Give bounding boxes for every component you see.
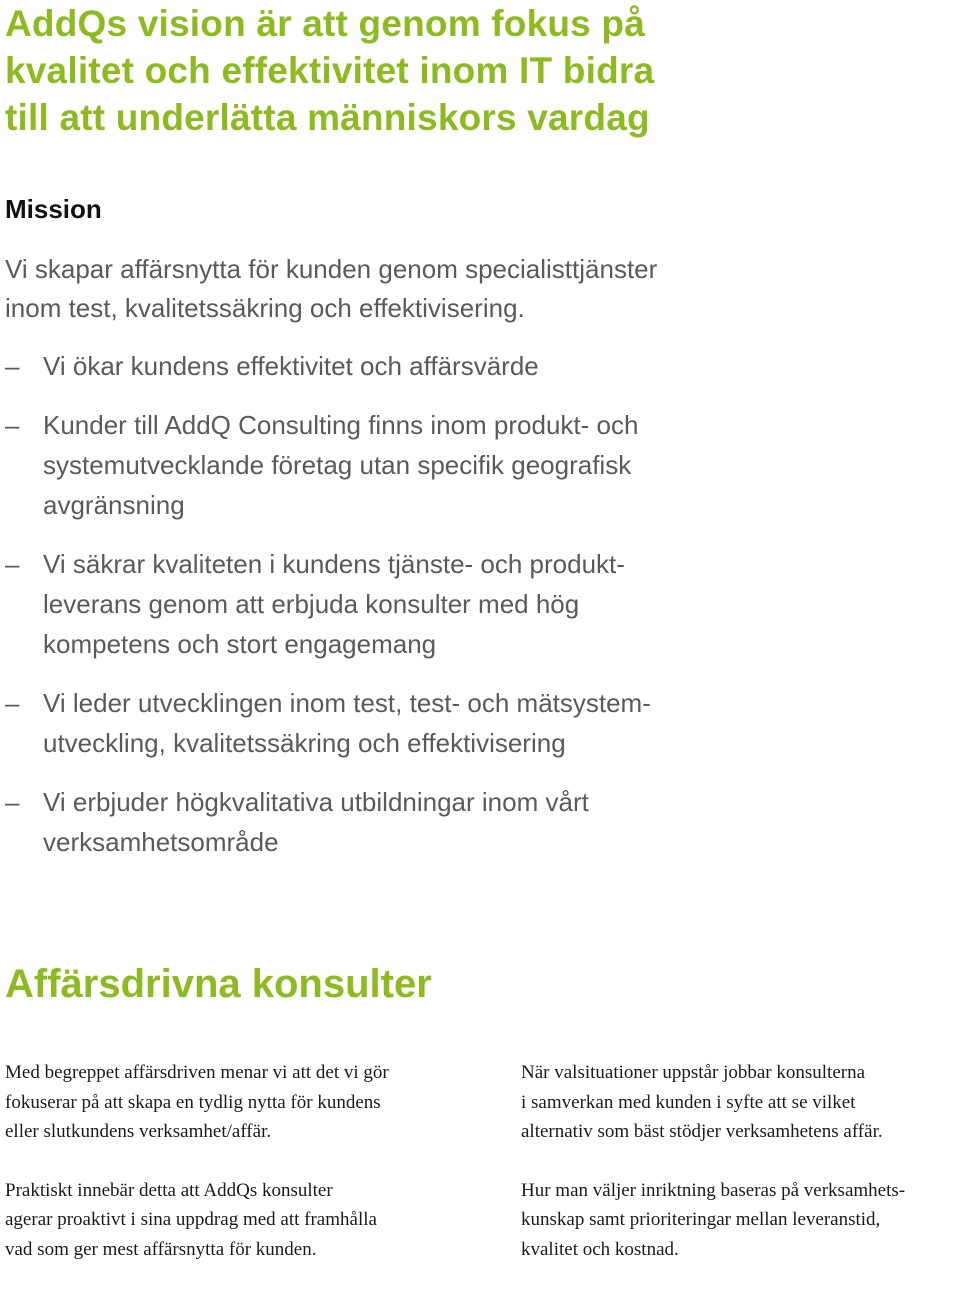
dash-bullet-icon: – — [5, 351, 20, 381]
bullet-line: leverans genom att erbjuda konsulter med hög — [43, 589, 580, 619]
bullet-line: avgränsning — [43, 490, 185, 520]
list-item — [5, 405, 905, 525]
dash-bullet-icon: – — [5, 549, 20, 579]
mission-bullet-list — [5, 346, 905, 881]
mission-line: inom test, kvalitetssäkring och effektivisering. — [5, 293, 525, 323]
vision-line: kvalitet och effektivitet inom IT bidra — [5, 50, 655, 91]
paragraph-line: Med begreppet affärsdriven menar vi att det vi gör — [5, 1062, 389, 1083]
bullet-line: utveckling, kvalitetssäkring och effektivisering — [43, 728, 566, 758]
dash-bullet-icon: – — [5, 787, 20, 817]
paragraph-line: agerar proaktivt i sina uppdrag med att framhålla — [5, 1209, 377, 1230]
paragraph-line: Praktiskt innebär detta att AddQs konsulter — [5, 1179, 333, 1201]
vision-heading — [5, 0, 945, 141]
list-item — [5, 782, 905, 862]
dash-bullet-icon: – — [5, 688, 20, 718]
bullet-line: Kunder till AddQ Consulting finns inom produkt- och — [43, 410, 639, 440]
paragraph-line: Hur man väljer inriktning baseras på verksamhets- — [521, 1179, 906, 1201]
paragraph-line: När valsituationer uppstår jobbar konsulterna — [521, 1062, 866, 1083]
dash-bullet-icon: – — [5, 410, 20, 440]
bullet-line: Vi ökar kundens effektivitet och affärsvärde — [43, 351, 539, 381]
paragraph-line: fokuserar på att skapa en tydlig nytta för kundens — [5, 1091, 381, 1113]
bullet-line: Vi säkrar kvaliteten i kundens tjänste- och produkt- — [43, 549, 625, 579]
paragraph — [5, 1176, 445, 1265]
section-heading-consultants: Affärsdrivna konsulter — [5, 962, 432, 1006]
bullet-line: verksamhetsområde — [43, 827, 279, 857]
list-item — [5, 544, 905, 664]
paragraph — [5, 1058, 445, 1147]
list-item — [5, 683, 905, 763]
paragraph — [521, 1058, 960, 1147]
paragraph — [521, 1176, 960, 1265]
mission-heading: Mission — [5, 194, 102, 224]
paragraph-line: vad som ger mest affärsnytta för kunden. — [5, 1238, 317, 1260]
bullet-line: kompetens och stort engagemang — [43, 629, 437, 659]
paragraph-line: kvalitet och kostnad. — [521, 1238, 679, 1260]
mission-statement — [5, 250, 905, 328]
paragraph-line: i samverkan med kunden i syfte att se vilket — [521, 1091, 856, 1113]
bullet-line: Vi leder utvecklingen inom test, test- och mätsystem- — [43, 688, 651, 718]
left-text-column — [5, 1058, 445, 1293]
right-text-column — [521, 1058, 960, 1293]
vision-line: AddQs vision är att genom fokus på — [5, 3, 646, 44]
paragraph-line: kunskap samt prioriteringar mellan leveranstid, — [521, 1209, 881, 1230]
bullet-line: systemutvecklande företag utan specifik geografisk — [43, 450, 632, 480]
list-item — [5, 346, 905, 386]
bullet-line: Vi erbjuder högkvalitativa utbildningar inom vårt — [43, 787, 589, 817]
mission-line: Vi skapar affärsnytta för kunden genom specialisttjänster — [5, 254, 658, 284]
vision-line: till att underlätta människors vardag — [5, 97, 650, 138]
paragraph-line: eller slutkundens verksamhet/affär. — [5, 1121, 272, 1142]
paragraph-line: alternativ som bäst stödjer verksamhetens affär. — [521, 1121, 883, 1142]
